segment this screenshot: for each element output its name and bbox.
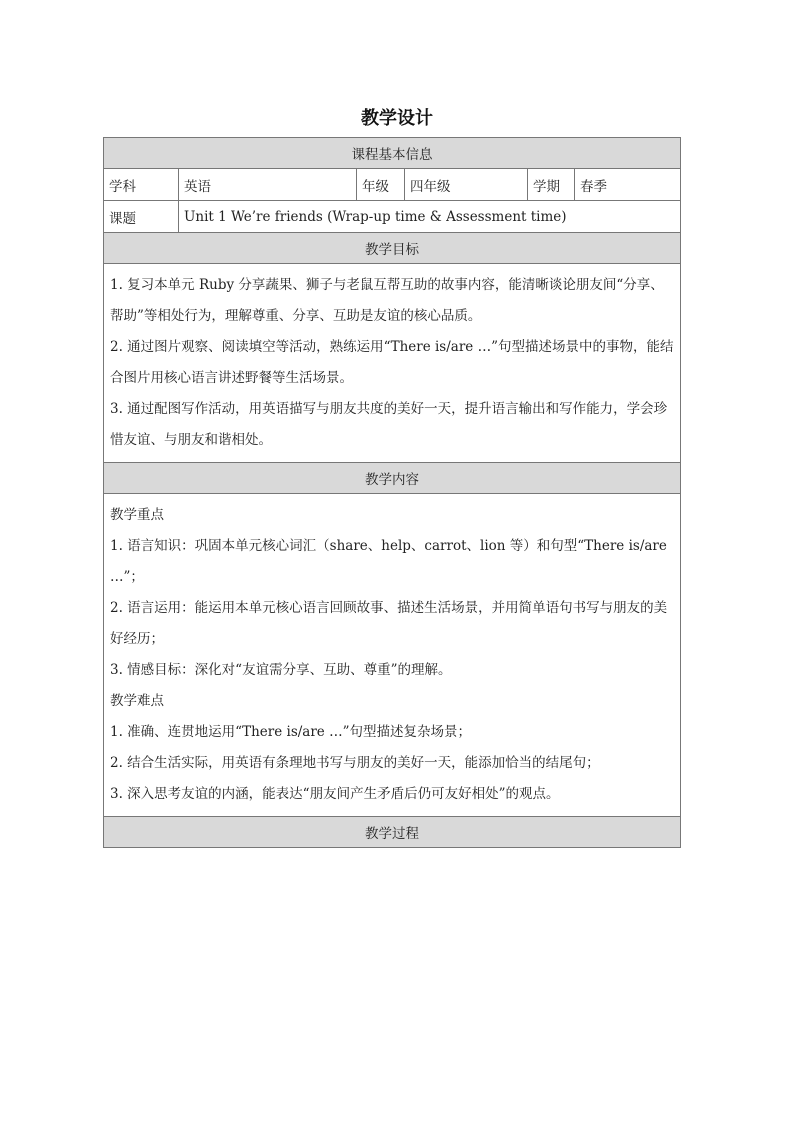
key-point-item: 1. 语言知识：巩固本单元核心词汇（share、help、carrot、lion 等）和句型“There is/are …”； xyxy=(110,538,667,585)
objectives-block xyxy=(104,264,681,463)
lesson-plan-table xyxy=(103,137,681,848)
section-title: 教学目标 xyxy=(104,233,681,264)
term-label: 学期 xyxy=(528,169,575,201)
difficult-point-item: 2. 结合生活实际，用英语有条理地书写与朋友的美好一天，能添加恰当的结尾句； xyxy=(110,755,600,771)
section-title: 课程基本信息 xyxy=(104,138,681,169)
content-block xyxy=(104,494,681,817)
difficult-point-item: 1. 准确、连贯地运用“There is/are …”句型描述复杂场景； xyxy=(110,724,471,740)
section-title: 教学内容 xyxy=(104,463,681,494)
section-header-process xyxy=(104,817,681,848)
difficult-point-item: 3. 深入思考友谊的内涵，能表达“朋友间产生矛盾后仍可友好相处”的观点。 xyxy=(110,786,560,802)
objectives-row xyxy=(104,264,681,463)
topic-label: 课题 xyxy=(104,201,179,233)
objective-item: 2. 通过图片观察、阅读填空等活动，熟练运用“There is/are …”句型描述场景中的事物，能结合图片用核心语言讲述野餐等生活场景。 xyxy=(110,339,674,386)
grade-value: 四年级 xyxy=(405,169,528,201)
key-point-item: 2. 语言运用：能运用本单元核心语言回顾故事、描述生活场景，并用简单语句书写与朋友的美好经历； xyxy=(110,600,668,647)
objective-item: 1. 复习本单元 Ruby 分享蔬果、狮子与老鼠互帮互助的故事内容，能清晰谈论朋友间“分享、帮助”等相处行为，理解尊重、分享、互助是友谊的核心品质。 xyxy=(110,277,664,324)
topic-row xyxy=(104,201,681,233)
key-point-item: 3. 情感目标：深化对“友谊需分享、互助、尊重”的理解。 xyxy=(110,662,452,678)
topic-value: Unit 1 We’re friends (Wrap-up time & Assessment time) xyxy=(179,201,681,233)
document-title: 教学设计 xyxy=(361,108,433,129)
grade-label: 年级 xyxy=(357,169,405,201)
key-points-heading: 教学重点 xyxy=(110,507,164,523)
info-row xyxy=(104,169,681,201)
term-value: 春季 xyxy=(575,169,681,201)
section-title: 教学过程 xyxy=(104,817,681,848)
section-header-content xyxy=(104,463,681,494)
content-row xyxy=(104,494,681,817)
section-header-objectives xyxy=(104,233,681,264)
section-header-basic-info xyxy=(104,138,681,169)
subject-value: 英语 xyxy=(179,169,357,201)
difficult-points-heading: 教学难点 xyxy=(110,693,164,709)
subject-label: 学科 xyxy=(104,169,179,201)
objective-item: 3. 通过配图写作活动，用英语描写与朋友共度的美好一天，提升语言输出和写作能力，学会珍惜友谊、与朋友和谐相处。 xyxy=(110,401,668,448)
